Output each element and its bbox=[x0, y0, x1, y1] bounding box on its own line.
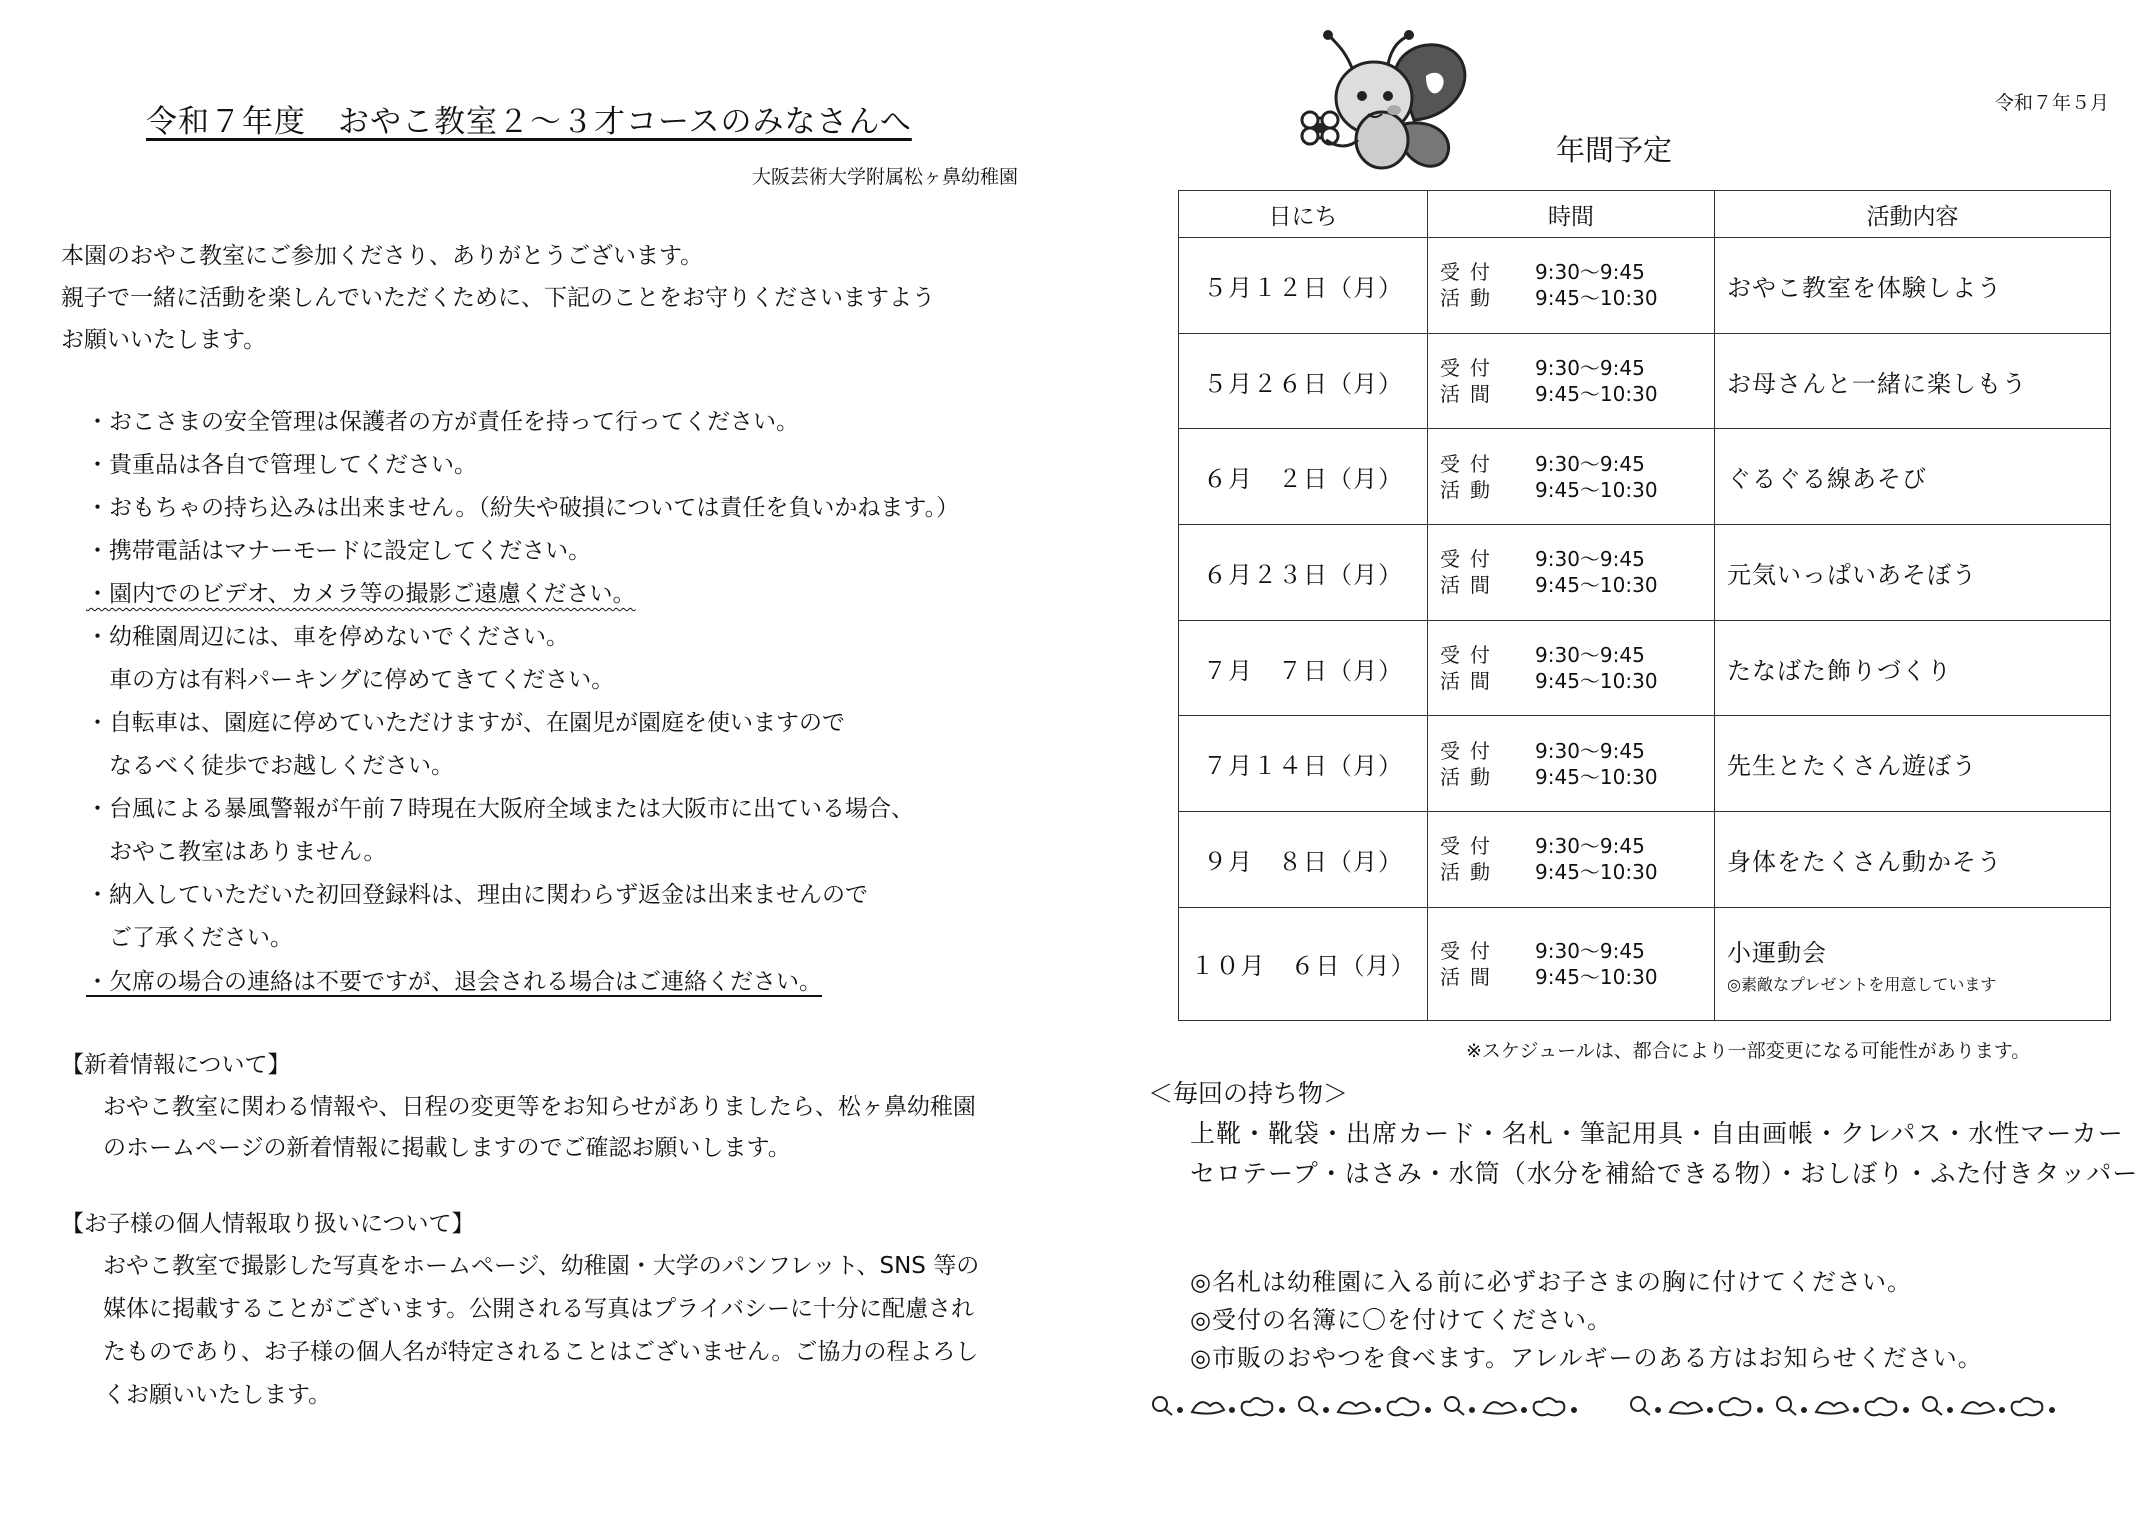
time-value: 9:45～10:30 bbox=[1535, 477, 1658, 502]
schedule-date: ７月１４日（月） bbox=[1179, 716, 1428, 812]
privacy-body-line: おやこ教室で撮影した写真をホームページ、幼稚園・大学のパンフレット、SNS 等の bbox=[103, 1253, 980, 1279]
time-value: 9:45～10:30 bbox=[1535, 860, 1658, 885]
schedule-date: ５月１２日（月） bbox=[1179, 238, 1428, 334]
rule-item: ご了承ください。 bbox=[86, 925, 293, 951]
time-value: 9:45～10:30 bbox=[1535, 573, 1658, 598]
activity-name: ぐるぐる線あそび bbox=[1727, 465, 1927, 494]
time-value: 9:30～9:45 bbox=[1535, 260, 1645, 285]
activity-subnote: ◎素敵なプレゼントを用意しています bbox=[1727, 974, 1997, 994]
rule-item: ・幼稚園周辺には、車を停めないでください。 bbox=[86, 624, 569, 650]
rule-item: 車の方は有料パーキングに停めてきてください。 bbox=[86, 667, 615, 693]
table-row bbox=[1179, 716, 2111, 812]
time-label: 受付 bbox=[1440, 451, 1500, 476]
intro-line: 親子で一緒に活動を楽しんでいただくために、下記のことをお守りくださいますよう bbox=[61, 285, 935, 311]
news-body-line: おやこ教室に関わる情報や、日程の変更等をお知らせがありましたら、松ヶ鼻幼稚園 bbox=[103, 1094, 976, 1120]
time-label: 活間 bbox=[1440, 964, 1500, 989]
time-value: 9:45～10:30 bbox=[1535, 382, 1658, 407]
privacy-body-line: 媒体に掲載することがございます。公開される写真はプライバシーに十分に配慮され bbox=[103, 1296, 975, 1322]
news-heading: 【新着情報について】 bbox=[61, 1052, 291, 1078]
rule-item: おやこ教室はありません。 bbox=[86, 839, 387, 865]
reminder-line: ◎受付の名簿に〇を付けてください。 bbox=[1190, 1306, 1612, 1334]
document-title: 令和７年度 おやこ教室２～３才コースのみなさんへ bbox=[146, 104, 912, 140]
time-value: 9:45～10:30 bbox=[1535, 286, 1658, 311]
schedule-date: ５月２６日（月） bbox=[1179, 333, 1428, 429]
time-value: 9:45～10:30 bbox=[1535, 669, 1658, 694]
time-label: 受付 bbox=[1440, 547, 1500, 572]
time-label: 活動 bbox=[1440, 286, 1500, 311]
schedule-title: 年間予定 bbox=[1556, 133, 1673, 167]
rule-item: ・貴重品は各自で管理してください。 bbox=[86, 452, 477, 478]
organization-name: 大阪芸術大学附属松ヶ鼻幼稚園 bbox=[752, 166, 1019, 188]
schedule-date: ６月２３日（月） bbox=[1179, 525, 1428, 621]
schedule-time bbox=[1428, 620, 1715, 716]
time-value: 9:30～9:45 bbox=[1535, 938, 1645, 963]
rule-item: ・自転車は、園庭に停めていただけますが、在園児が園庭を使いますので bbox=[86, 710, 845, 736]
schedule-note: ※スケジュールは、都合により一部変更になる可能性があります。 bbox=[1466, 1040, 2031, 1062]
rule-item-emphasis: ・欠席の場合の連絡は不要ですが、退会される場合はご連絡ください。 bbox=[86, 969, 822, 995]
schedule-time bbox=[1428, 525, 1715, 621]
privacy-body-line: くお願いいたします。 bbox=[103, 1382, 332, 1408]
privacy-heading: 【お子様の個人情報取り扱いについて】 bbox=[61, 1211, 475, 1237]
rule-item: なるべく徒歩でお越しください。 bbox=[86, 753, 454, 779]
rule-item-emphasis: ・園内でのビデオ、カメラ等の撮影ご遠慮ください。 bbox=[86, 581, 636, 607]
intro-line: 本園のおやこ教室にご参加くださり、ありがとうございます。 bbox=[61, 243, 704, 269]
activity-name: おやこ教室を体験しよう bbox=[1727, 273, 2002, 302]
rule-item: ・おこさまの安全管理は保護者の方が責任を持って行ってください。 bbox=[86, 409, 799, 435]
rule-item: ・台風による暴風警報が午前７時現在大阪府全域または大阪市に出ている場合、 bbox=[86, 796, 914, 822]
time-label: 活動 bbox=[1440, 860, 1500, 885]
schedule-activity bbox=[1715, 429, 2111, 525]
column-header-time: 時間 bbox=[1428, 191, 1715, 238]
activity-name: 元気いっぱいあそぼう bbox=[1727, 560, 1977, 589]
table-row bbox=[1179, 429, 2111, 525]
belongings-heading: ＜毎回の持ち物＞ bbox=[1148, 1079, 1349, 1108]
time-label: 活間 bbox=[1440, 669, 1500, 694]
activity-name: 小運動会 bbox=[1727, 938, 1827, 967]
rule-item: ・納入していただいた初回登録料は、理由に関わらず返金は出来ませんので bbox=[86, 882, 868, 908]
time-value: 9:30～9:45 bbox=[1535, 451, 1645, 476]
time-label: 受付 bbox=[1440, 738, 1500, 763]
table-header-row bbox=[1179, 191, 2111, 238]
issue-date: 令和７年５月 bbox=[1995, 92, 2110, 114]
belongings-line: 上靴・靴袋・出席カード・名札・筆記用具・自由画帳・クレパス・水性マーカー bbox=[1190, 1119, 2124, 1148]
time-value: 9:30～9:45 bbox=[1535, 738, 1645, 763]
schedule-activity bbox=[1715, 333, 2111, 429]
time-value: 9:30～9:45 bbox=[1535, 547, 1645, 572]
butterfly-mascot-icon bbox=[1296, 28, 1472, 176]
table-row bbox=[1179, 525, 2111, 621]
schedule-activity bbox=[1715, 525, 2111, 621]
schedule-activity bbox=[1715, 716, 2111, 812]
news-body-line: のホームページの新着情報に掲載しますのでご確認お願いします。 bbox=[103, 1135, 791, 1161]
schedule-time bbox=[1428, 907, 1715, 1020]
time-label: 活間 bbox=[1440, 573, 1500, 598]
time-label: 受付 bbox=[1440, 938, 1500, 963]
table-row bbox=[1179, 812, 2111, 908]
time-label: 受付 bbox=[1440, 356, 1500, 381]
time-value: 9:30～9:45 bbox=[1535, 356, 1645, 381]
time-value: 9:30～9:45 bbox=[1535, 643, 1645, 668]
schedule-activity bbox=[1715, 620, 2111, 716]
belongings-line: セロテープ・はさみ・水筒（水分を補給できる物）・おしぼり・ふた付きタッパー bbox=[1190, 1159, 2139, 1188]
schedule-date: ９月 ８日（月） bbox=[1179, 812, 1428, 908]
table-row bbox=[1179, 238, 2111, 334]
schedule-time bbox=[1428, 238, 1715, 334]
rule-item: ・おもちゃの持ち込みは出来ません。（紛失や破損については責任を負いかねます。） bbox=[86, 495, 960, 521]
intro-line: お願いいたします。 bbox=[61, 327, 267, 353]
schedule-time bbox=[1428, 429, 1715, 525]
privacy-body-line: たものであり、お子様の個人名が特定されることはございません。ご協力の程よろし bbox=[103, 1339, 979, 1365]
time-value: 9:30～9:45 bbox=[1535, 834, 1645, 859]
time-label: 受付 bbox=[1440, 260, 1500, 285]
column-header-activity: 活動内容 bbox=[1715, 191, 2111, 238]
time-value: 9:45～10:30 bbox=[1535, 964, 1658, 989]
table-row bbox=[1179, 907, 2111, 1020]
schedule-date: ６月 ２日（月） bbox=[1179, 429, 1428, 525]
schedule-activity bbox=[1715, 907, 2111, 1020]
table-row bbox=[1179, 620, 2111, 716]
time-label: 活動 bbox=[1440, 764, 1500, 789]
schedule-activity bbox=[1715, 812, 2111, 908]
schedule-time bbox=[1428, 812, 1715, 908]
schedule-table bbox=[1178, 190, 2111, 1021]
activity-name: たなばた飾りづくり bbox=[1727, 656, 1952, 685]
reminder-line: ◎市販のおやつを食べます。アレルギーのある方はお知らせください。 bbox=[1190, 1344, 1983, 1372]
schedule-activity bbox=[1715, 238, 2111, 334]
table-row bbox=[1179, 333, 2111, 429]
time-value: 9:45～10:30 bbox=[1535, 764, 1658, 789]
column-header-date: 日にち bbox=[1179, 191, 1428, 238]
decorative-border-icon bbox=[1148, 1388, 2078, 1424]
activity-name: 先生とたくさん遊ぼう bbox=[1727, 752, 1977, 781]
schedule-date: ７月 ７日（月） bbox=[1179, 620, 1428, 716]
time-label: 活間 bbox=[1440, 382, 1500, 407]
reminder-line: ◎名札は幼稚園に入る前に必ずお子さまの胸に付けてください。 bbox=[1190, 1268, 1912, 1296]
rule-item: ・携帯電話はマナーモードに設定してください。 bbox=[86, 538, 592, 564]
activity-name: 身体をたくさん動かそう bbox=[1727, 847, 2002, 876]
time-label: 活動 bbox=[1440, 477, 1500, 502]
time-label: 受付 bbox=[1440, 643, 1500, 668]
schedule-time bbox=[1428, 716, 1715, 812]
time-label: 受付 bbox=[1440, 834, 1500, 859]
schedule-time bbox=[1428, 333, 1715, 429]
schedule-date: １０月 ６日（月） bbox=[1179, 907, 1428, 1020]
activity-name: お母さんと一緒に楽しもう bbox=[1727, 369, 2027, 398]
